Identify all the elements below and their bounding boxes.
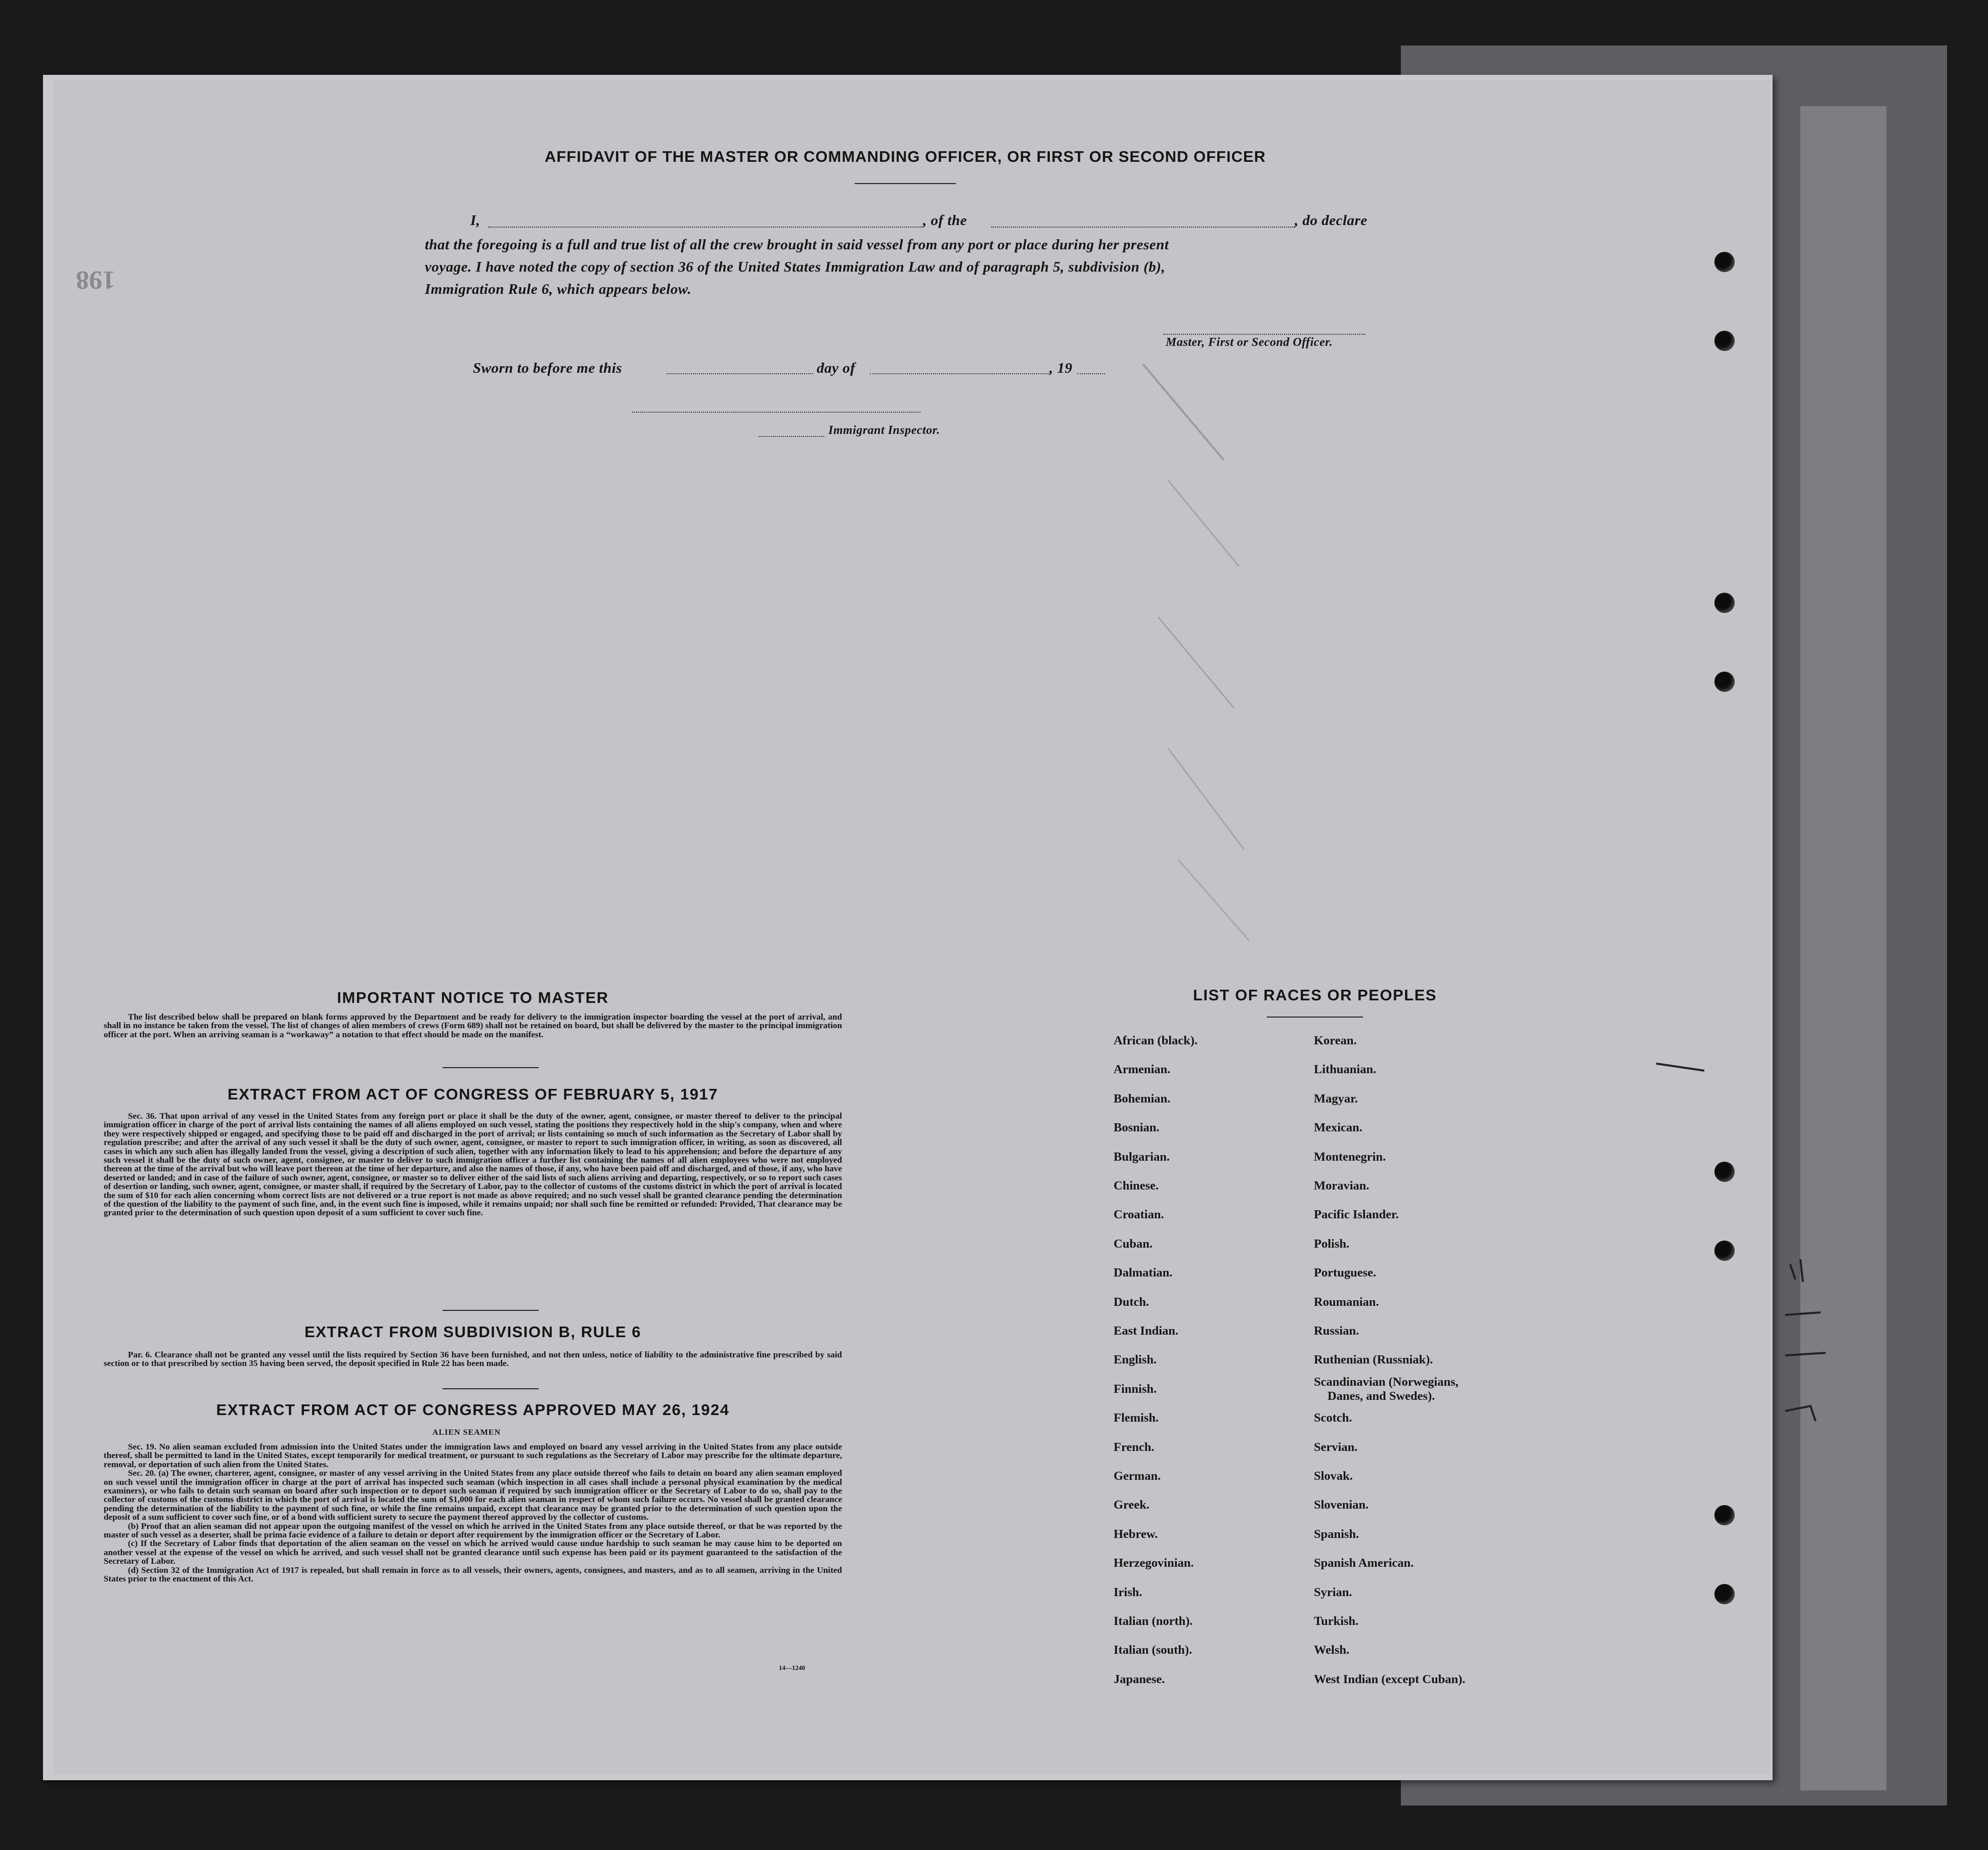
race-item: Italian (north). bbox=[1114, 1614, 1193, 1628]
race-item: Scandinavian (Norwegians, bbox=[1314, 1375, 1459, 1389]
extract-1917-paragraph: Sec. 36. That upon arrival of any vessel in the United States from any foreign port or place it shall be the duty of the owner, agent, consignee, or master thereof to deliver to the principal immigration officer in charge of the port of arrival lists containing the names of all aliens employed on such vessel, stating the positions they respectively hold in the ship's company, when and where they were respectively shipped or engaged, and specifying those to be paid off and discharged in the port of arrival; or lists containing so much of such information as the Secretary of Labor shall by regulation prescribe; and after the arrival of any such vessel it shall be the duty of such owner, agent, consignee, or master to report to such immigration officer, in writing, as soon as discovered, all cases in which any such alien has illegally landed from the vessel, giving a description of such alien, together with any information likely to lead to his apprehension; and before the departure of any such vessel it shall be the duty of such owner, agent, consignee, or master to deliver to such immigration officer a further list containing the names of all alien employees who were not employed thereon at the time of the arrival but who will leave port thereon at the time of her departure, and also the names of those, if any, who have been paid off and discharged, and of those, if any, who have deserted or landed; and in case of the failure of such owner, agent, consignee, or master so to deliver either of the said lists of such aliens arriving and departing, respectively, or so to report such cases of desertion or landing, such owner, agent, consignee, or master shall, if required by the Secretary of Labor, pay to the collector of customs of the customs district in which the port of arrival is located the sum of $10 for each alien concerning whom correct lists are not delivered or a true report is not made as above required; and no such vessel shall be granted clearance pending the determination of the question of the liability to the payment of such fine, and, in the event such fine is imposed, while it remains unpaid; nor shall such fine be remitted or refunded: Provided, That clearance may be granted prior to the determination of such question upon deposit of a sum sufficient to cover such fine. bbox=[104, 1111, 842, 1218]
race-item: Japanese. bbox=[1114, 1672, 1165, 1686]
pencil-dash-mark bbox=[1654, 1060, 1709, 1075]
race-item: East Indian. bbox=[1114, 1324, 1179, 1338]
extract-1924-text bbox=[104, 1442, 842, 1583]
race-item: French. bbox=[1114, 1440, 1155, 1454]
extract-1924-title: EXTRACT FROM ACT OF CONGRESS APPROVED MAY 26, 1924 bbox=[216, 1401, 730, 1419]
race-item: Bulgarian. bbox=[1114, 1150, 1170, 1164]
race-item: Scotch. bbox=[1314, 1411, 1352, 1425]
race-item: Magyar. bbox=[1314, 1091, 1358, 1106]
race-item: Spanish. bbox=[1314, 1527, 1359, 1541]
sworn-year-prefix: , 19 bbox=[1049, 360, 1073, 376]
inspector-label: Immigrant Inspector. bbox=[828, 424, 940, 437]
punch-hole bbox=[1714, 593, 1735, 613]
declare-line-of-the: , of the bbox=[923, 212, 967, 229]
extract-1924-subtitle: ALIEN SEAMEN bbox=[432, 1428, 501, 1437]
notice-text bbox=[104, 1012, 842, 1039]
inspector-label-lead bbox=[759, 436, 824, 437]
race-item: Russian. bbox=[1314, 1324, 1359, 1338]
race-item: Pacific Islander. bbox=[1314, 1208, 1399, 1222]
extract-1924-sec20a: Sec. 20. (a) The owner, charterer, agent, consignee, or master of any vessel arriving in the United States from any place outside thereof who fails to detain on board any alien seaman employed on such vessel until the immigration officer in charge at the port of arrival has inspected such seaman (which inspection in all cases shall include a personal physical examination by the medical examiners), or who fails to detain such seaman on board after such inspection or to deport such seaman if required by such immigration officer or the Secretary of Labor to do so, shall pay to the collector of customs of the customs district in which the port of arrival is located the sum of $1,000 for each alien seaman in respect of whom such failure occurs. No vessel shall be granted clearance pending the determination of the liability to the payment of such fine, or while the fine remains unpaid, except that clearance may be granted prior to the determination of such question upon the deposit of a sum sufficient to cover such fine, or of a bond with sufficient surety to secure the payment thereof approved by the collector of customs. bbox=[104, 1468, 842, 1522]
punch-hole bbox=[1714, 1584, 1735, 1604]
master-signature-line bbox=[1163, 334, 1365, 335]
race-item: Bohemian. bbox=[1114, 1091, 1171, 1106]
race-item: Croatian. bbox=[1114, 1208, 1164, 1222]
races-title-underline bbox=[1267, 1017, 1363, 1018]
affidavit-body-line-2: that the foregoing is a full and true list of all the crew brought in said vessel from any port or place during her present bbox=[425, 237, 1169, 253]
race-item: Italian (south). bbox=[1114, 1643, 1192, 1657]
extract-rule6-paragraph: Par. 6. Clearance shall not be granted any vessel until the lists required by Section 36 have been furnished, and not then unless, notice of liability to the administrative fine prescribed by said section or to that prescribed by section 35 having been served, the deposit specified in Rule 22 has been made. bbox=[104, 1350, 842, 1369]
race-item: Cuban. bbox=[1114, 1237, 1153, 1251]
race-item: German. bbox=[1114, 1469, 1161, 1483]
race-item: Finnish. bbox=[1114, 1382, 1157, 1396]
punch-hole bbox=[1714, 1241, 1735, 1261]
race-item: Korean. bbox=[1314, 1034, 1357, 1047]
sworn-year-blank bbox=[1077, 373, 1105, 374]
race-item: West Indian (except Cuban). bbox=[1314, 1672, 1466, 1686]
punch-hole bbox=[1714, 331, 1735, 351]
race-item: Bosnian. bbox=[1114, 1121, 1160, 1135]
race-item: English. bbox=[1114, 1353, 1157, 1367]
margin-stamp: 198 bbox=[76, 266, 115, 294]
race-item: Welsh. bbox=[1314, 1643, 1350, 1657]
race-item: Turkish. bbox=[1314, 1614, 1359, 1628]
section-divider bbox=[443, 1067, 539, 1068]
race-item: Hebrew. bbox=[1114, 1527, 1158, 1541]
sworn-day-blank bbox=[667, 373, 813, 374]
section-divider bbox=[443, 1310, 539, 1311]
section-divider bbox=[443, 1388, 539, 1389]
inspector-signature-line bbox=[632, 412, 920, 413]
name-blank bbox=[488, 227, 923, 228]
race-item: Lithuanian. bbox=[1314, 1063, 1377, 1077]
extract-rule6-text bbox=[104, 1350, 842, 1368]
race-item: Irish. bbox=[1114, 1585, 1142, 1599]
race-item: Greek. bbox=[1114, 1498, 1150, 1512]
sworn-text: Sworn to before me this bbox=[473, 360, 623, 376]
form-number: 14—1240 bbox=[779, 1664, 805, 1671]
race-item-scandinavian-continued: Danes, and Swedes). bbox=[1328, 1389, 1435, 1403]
extract-rule6-title: EXTRACT FROM SUBDIVISION B, RULE 6 bbox=[304, 1323, 641, 1341]
notice-paragraph: The list described below shall be prepared on blank forms approved by the Department and be ready for delivery to the immigration inspector boarding the vessel at the port of arrival, and shall in no instance be taken from the vessel. The list of changes of alien members of crews (Form 689) shall not be retained on board, but shall be delivered by the master to the principal immigration officer at the port. When an arriving seaman is a “workaway” a notation to that effect should be made on the manifest. bbox=[104, 1012, 842, 1039]
race-item: Syrian. bbox=[1314, 1585, 1352, 1599]
extract-1917-text bbox=[104, 1112, 842, 1217]
race-item: Polish. bbox=[1314, 1237, 1350, 1251]
handwritten-edge-marks bbox=[1780, 1254, 1841, 1436]
race-item: Moravian. bbox=[1314, 1179, 1369, 1193]
vessel-blank bbox=[991, 227, 1295, 228]
punch-hole bbox=[1714, 1505, 1735, 1525]
punch-hole bbox=[1714, 1162, 1735, 1182]
race-item: Mexican. bbox=[1314, 1121, 1362, 1135]
race-item: Herzegovinian. bbox=[1114, 1556, 1194, 1570]
affidavit-title: AFFIDAVIT OF THE MASTER OR COMMANDING OFFICER, OR FIRST OR SECOND OFFICER bbox=[544, 148, 1266, 165]
affidavit-body-line-3: voyage. I have noted the copy of section 36 of the United States Immigration Law and of paragraph 5, subdivision (b), bbox=[425, 259, 1166, 275]
extract-1924-sec20d: (d) Section 32 of the Immigration Act of 1917 is repealed, but shall remain in force as to all vessels, their owners, agents, consignees, and masters, and as to all seamen, arriving in the United States prior to the enactment of this Act. bbox=[104, 1565, 842, 1584]
title-underline bbox=[855, 183, 956, 184]
race-item: Ruthenian (Russniak). bbox=[1314, 1353, 1433, 1367]
race-item: Servian. bbox=[1314, 1440, 1358, 1454]
races-title: LIST OF RACES OR PEOPLES bbox=[1192, 986, 1437, 1004]
notice-title: IMPORTANT NOTICE TO MASTER bbox=[337, 989, 609, 1006]
race-item: Roumanian. bbox=[1314, 1295, 1379, 1309]
affidavit-body-line-4: Immigration Rule 6, which appears below. bbox=[425, 281, 692, 297]
extract-1924-sec20b: (b) Proof that an alien seaman did not appear upon the outgoing manifest of the vessel on which he arrived in the United States from any place outside thereof, or that he was reported by the master of such vessel as a deserter, shall be prima facie evidence of a failure to detain or deport after requirement by the immigration officer or the Secretary of Labor. bbox=[104, 1521, 842, 1540]
race-item: Spanish American. bbox=[1314, 1556, 1414, 1570]
declare-line-start: I, bbox=[470, 212, 480, 229]
race-item: African (black). bbox=[1114, 1034, 1198, 1047]
punch-hole bbox=[1714, 672, 1735, 692]
race-item: Portuguese. bbox=[1314, 1266, 1377, 1280]
extract-1924-sec19: Sec. 19. No alien seaman excluded from admission into the United States under the immigration laws and employed on board any vessel arriving in the United States from any place outside thereof, shall be permitted to land in the United States, except temporarily for medical treatment, or pursuant to such regulations as the Secretary of Labor may prescribe for the ultimate departure, removal, or deportation of such alien from the United States. bbox=[104, 1442, 842, 1469]
extract-1917-title: EXTRACT FROM ACT OF CONGRESS OF FEBRUARY 5, 1917 bbox=[228, 1085, 718, 1103]
sworn-day-of: day of bbox=[817, 360, 856, 376]
race-item: Chinese. bbox=[1114, 1179, 1159, 1193]
race-item: Flemish. bbox=[1114, 1411, 1159, 1425]
punch-hole bbox=[1714, 252, 1735, 272]
declare-line-end: , do declare bbox=[1295, 212, 1367, 229]
race-item: Dalmatian. bbox=[1114, 1266, 1173, 1280]
race-item: Dutch. bbox=[1114, 1295, 1150, 1309]
sworn-month-blank bbox=[870, 373, 1049, 374]
race-item: Armenian. bbox=[1114, 1063, 1171, 1077]
faint-diagonal-marks bbox=[1138, 354, 1300, 961]
page-stack-edge bbox=[1800, 106, 1886, 1790]
extract-1924-sec20c: (c) If the Secretary of Labor finds that deportation of the alien seaman on the vessel on which he arrived would cause undue hardship to such seaman he may cause him to be deported on another vessel at the expense of the vessel on which he arrived, and such vessel shall not be granted clearance until such expense has been paid or its payment guaranteed to the satisfaction of the Secretary of Labor. bbox=[104, 1538, 842, 1566]
race-item: Montenegrin. bbox=[1314, 1150, 1386, 1164]
race-item: Slovak. bbox=[1314, 1469, 1353, 1483]
master-signature-label: Master, First or Second Officer. bbox=[1166, 336, 1333, 349]
race-item: Slovenian. bbox=[1314, 1498, 1369, 1512]
